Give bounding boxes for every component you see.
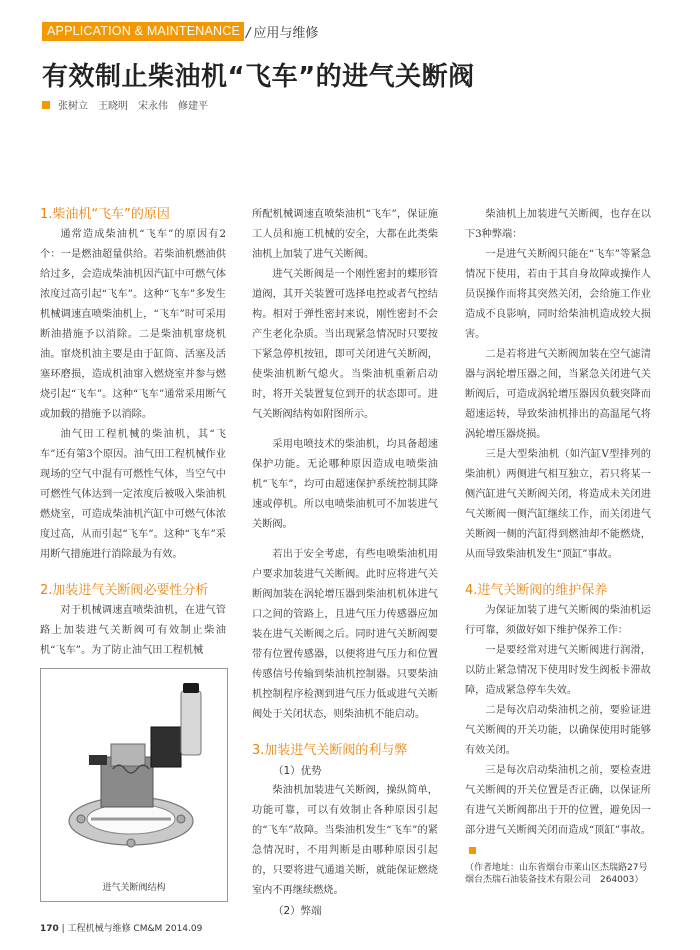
paragraph: 二是若将进气关断阀加装在空气滤清器与涡轮增压器之间，当紧急关闭进气关断阀后，可造成涡轮增压器因负载突降而超速运转，导致柴油机排出的高温尾气将涡轮增压器烧损。 <box>465 349 651 440</box>
paragraph: 油气田工程机械的柴油机，其“飞车”还有第3个原因。油气田工程机械作业现场的空气中混有可燃性气体，当空气中可燃性气体达到一定浓度后被吸入柴油机燃烧室，可造成柴油机汽缸中可燃气体浓度过高，从而引起“飞车”。这种“飞车”采用断气措施进行消除最为有效。 <box>40 429 226 560</box>
column-1 <box>40 205 226 661</box>
page-number: 170 <box>40 924 59 934</box>
subsection-title: （1）优势 <box>273 765 322 777</box>
section-header <box>42 22 318 41</box>
section-3-title: 3.加装进气关断阀的利与弊 <box>252 743 408 758</box>
journal-info: | 工程机械与维修 CM&M 2014.09 <box>61 924 203 934</box>
valve-handle <box>89 755 107 765</box>
paragraph: 三是大型柴油机（如汽缸V型排列的柴油机）两侧进气相互独立，若只将某一侧汽缸进气关断阀关闭，将造成未关闭进气关断阀一侧汽缸继续工作，而关闭进气关断阀一侧的汽缸得到燃油却不能燃烧，从而导致柴油机发生“顶缸”事故。 <box>465 449 651 560</box>
section-header-chinese: / 应用与维修 <box>246 26 319 41</box>
actuator-block <box>151 727 181 767</box>
article-title: 有效制止柴油机“飞车”的进气关断阀 <box>42 62 475 92</box>
paragraph: 三是每次启动柴油机之前，要检查进气关断阀的开关位置是否正确，以保证所有进气关断阀都出于开的位置，避免因一部分进气关断阀关闭而造成“顶缸”事故。 <box>465 761 651 861</box>
end-mark-icon <box>469 847 476 854</box>
actuator-cap <box>183 683 199 693</box>
paragraph: 采用电喷技术的柴油机，均具备超速保护功能。无论哪种原因造成电喷柴油机“飞车”，均可由超速保护系统控制其降速或停机。所以电喷柴油机可不加装进气关断阀。 <box>252 439 438 530</box>
section-2-title: 2.加装进气关断阀必要性分析 <box>40 583 209 598</box>
section-4-title: 4.进气关断阀的维护保养 <box>465 583 608 598</box>
column-2 <box>252 205 438 921</box>
bolt <box>77 815 85 823</box>
bolt <box>127 839 135 847</box>
paragraph: 对于机械调速直喷柴油机，在进气管路上加装进气关断阀可有效制止柴油机“飞车”。为了防止油气田工程机械 <box>40 605 226 656</box>
section-1-title: 1.柴油机“飞车”的原因 <box>40 207 170 222</box>
valve-spring-housing <box>111 744 145 766</box>
valve-illustration <box>41 669 227 869</box>
paragraph: 一是要经常对进气关断阀进行润滑，以防止紧急情况下使用时发生阀板卡滞故障，造成紧急停车失效。 <box>465 645 651 696</box>
paragraph: 进气关断阀是一个刚性密封的蝶形管道阀，其开关装置可选择电控或者气控结构。相对于弹性密封来说，刚性密封不会产生老化杂质。当出现紧急情况时只要按下紧急停机按钮，即可关闭进气关断阀，使柴油机断气熄火。当柴油机重新启动时，将开关装置复位到开的状态即可。进气关断阀结构如附图所示。 <box>252 269 438 420</box>
author-line <box>42 97 208 112</box>
actuator-cylinder <box>181 691 201 755</box>
figure-valve <box>40 668 228 902</box>
section-header-english: APPLICATION & MAINTENANCE <box>42 22 244 41</box>
bolt <box>177 815 185 823</box>
orange-square-icon <box>42 101 50 109</box>
paragraph: 为保证加装了进气关断阀的柴油机运行可靠，须做好如下维护保养工作： <box>465 605 651 636</box>
page-footer <box>40 921 202 934</box>
paragraph: 柴油机加装进气关断阀，操纵简单，功能可靠，可以有效制止各种原因引起的“飞车”故障。当柴油机发生“飞车”的紧急情况时，不用判断是由哪种原因引起的，只要将进气通道关断，就能保证燃烧室内不再继续燃烧。 <box>252 785 438 896</box>
paragraph: 所配机械调速直喷柴油机“飞车”，保证施工人员和施工机械的安全，大都在此类柴油机上加装了进气关断阀。 <box>252 209 438 260</box>
paragraph: 若出于安全考虑，有些电喷柴油机用户要求加装进气关断阀。此时应将进气关断阀加装在涡轮增压器到柴油机机体进气口之间的管路上，且进气压力传感器应加装在进气关断阀之后。同时进气关断阀要带有位置传感器，以便将进气压力和位置传感信号传输到柴油机控制器。只要柴油机控制程序检测到进气压力低或进气关断阀处于关闭状态，则柴油机不能启动。 <box>252 549 438 720</box>
author-address: （作者地址：山东省烟台市莱山区杰瑞路27号 烟台杰瑞石油装备技术有限公司 264003） <box>465 863 657 885</box>
paragraph: 通常造成柴油机“飞车”的原因有2个：一是燃油超量供给。若柴油机燃油供给过多，会造成柴油机因汽缸中可燃气体浓度过高引起“飞车”。这种“飞车”多发生机械调速直喷柴油机上，“飞车”时可采用断油措施予以消除。二是柴油机窜烧机油。窜烧机油主要是由于缸筒、活塞及活塞环磨损，造成机油窜入燃烧室并参与燃烧引起“飞车”。这种“飞车”通常采用断气或加载的措施予以消除。 <box>40 229 226 420</box>
authors: 张树立 王晓明 宋永伟 修建平 <box>58 101 208 112</box>
paragraph: 柴油机上加装进气关断阀，也存在以下3种弊端： <box>465 209 651 240</box>
paragraph: 一是进气关断阀只能在“飞车”等紧急情况下使用，若由于其自身故障或操作人员误操作而将其突然关闭，会给施工作业造成不良影响，同时给柴油机造成较大损害。 <box>465 249 651 340</box>
column-3 <box>465 205 651 861</box>
subsection-title: （2）弊端 <box>273 905 322 917</box>
paragraph: 二是每次启动柴油机之前，要验证进气关断阀的开关功能，以确保使用时能够有效关闭。 <box>465 705 651 756</box>
figure-caption: 进气关断阀结构 <box>102 883 166 893</box>
